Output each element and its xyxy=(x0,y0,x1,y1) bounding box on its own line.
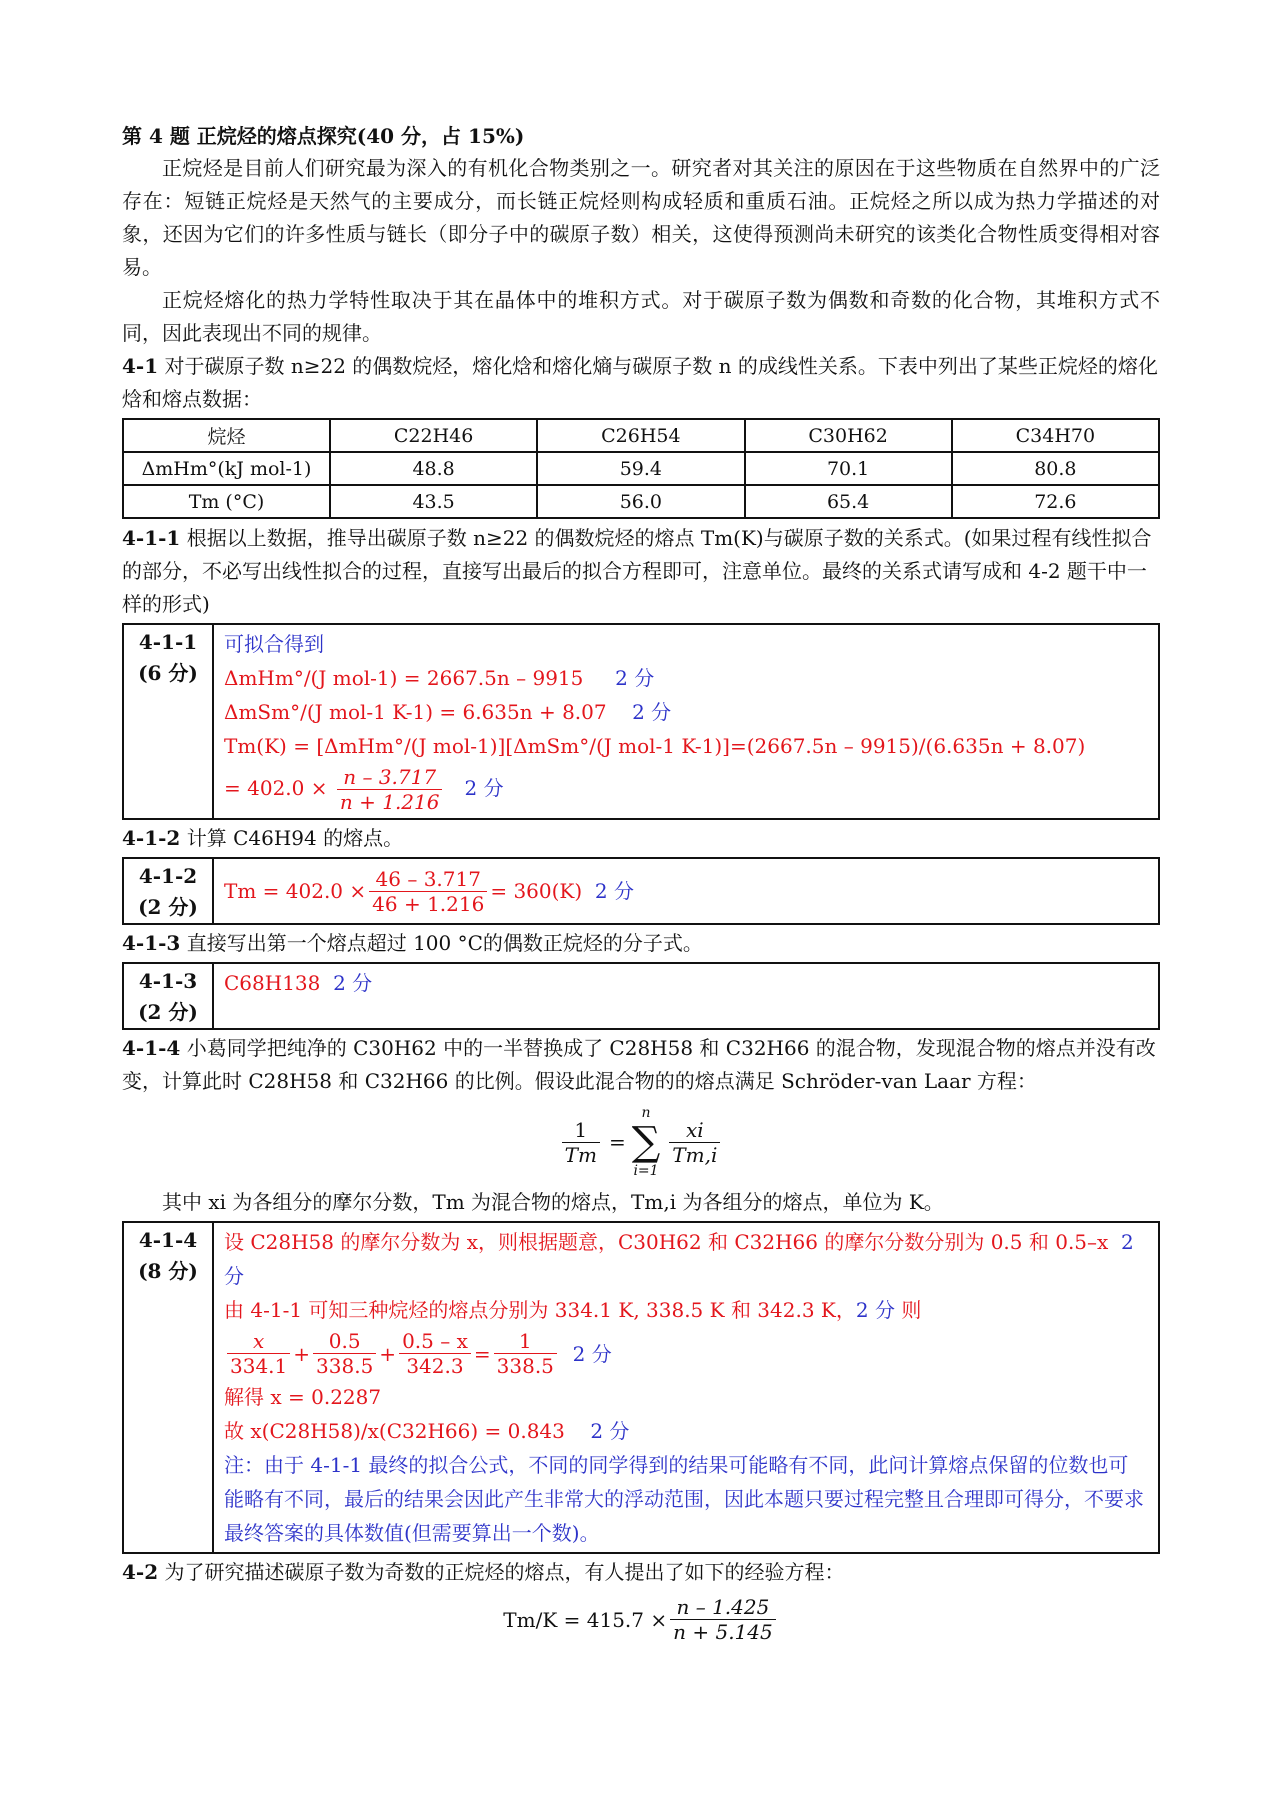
answer-line: 设 C28H58 的摩尔分数为 x，则根据题意，C30H62 和 C32H66 的摩尔分数分别为 0.5 和 0.5–x 2 分 xyxy=(224,1230,1134,1288)
answer-line: 由 4-1-1 可知三种烷烃的熔点分别为 334.1 K, 338.5 K 和 342.3 K，2 分 则 xyxy=(224,1298,922,1322)
table-row-enthalpy xyxy=(123,452,1159,485)
answer-label: 4-1-4 (8 分) xyxy=(124,1223,214,1552)
table-cell: 56.0 xyxy=(537,485,744,518)
table-cell: 48.8 xyxy=(330,452,537,485)
question-4-2: 4-2 为了研究描述碳原子数为奇数的正烷烃的熔点，有人提出了如下的经验方程： xyxy=(122,1560,845,1584)
answer-line: ΔmSm°/(J mol-1 K-1) = 6.635n + 8.07 2 分 xyxy=(224,700,672,724)
question-4-1-3: 4-1-3 直接写出第一个熔点超过 100 °C的偶数正烷烃的分子式。 xyxy=(122,931,703,955)
answer-box-4-1-1 xyxy=(122,623,1160,820)
answer-box-4-1-2: 4-1-2 (2 分) Tm = 402.0 × $\frac{46 - 3.717}{46 + 1.216}$ = 360(K) 2 分 xyxy=(122,857,1160,925)
problem-title: 第 4 题 正烷烃的熔点探究(40 分，占 15%) xyxy=(122,124,525,148)
answer-label: 4-1-2 (2 分) xyxy=(124,859,214,923)
table-cell: 59.4 xyxy=(537,452,744,485)
table-header-row xyxy=(123,419,1159,452)
answer-label: 4-1-1 (6 分) xyxy=(124,625,214,818)
sum-symbol: n ∑ i=1 xyxy=(631,1105,661,1179)
table-col-c22: C22H46 xyxy=(330,419,537,452)
table-row-melting-point xyxy=(123,485,1159,518)
row-label-melting-point: Tm (°C) xyxy=(123,485,330,518)
answer-line: 故 x(C28H58)/x(C32H66) = 0.843 2 分 xyxy=(224,1419,630,1443)
question-4-1-1: 4-1-1 根据以上数据，推导出碳原子数 n≥22 的偶数烷烃的熔点 Tm(K)与碳原子数的关系式。(如果过程有线性拟合的部分，不必写出线性拟合的过程，直接写出最后的拟合方程即可，注意单位。最终的关系式请写成和 4-2 题干中一样的形式) xyxy=(122,526,1152,616)
table-col-c34: C34H70 xyxy=(952,419,1159,452)
schroder-van-laar-equation: $\frac{1}{Tm}$ = n ∑ i=1 $\frac{xi}{Tm,i}$ xyxy=(122,1104,1160,1180)
table-cell: 70.1 xyxy=(745,452,952,485)
row-label-enthalpy: ΔmHm°(kJ mol-1) xyxy=(123,452,330,485)
question-4-1-2: 4-1-2 计算 C46H94 的熔点。 xyxy=(122,826,404,850)
answer-line: 解得 x = 0.2287 xyxy=(224,1385,382,1409)
grading-note: 注：由于 4-1-1 最终的拟合公式，不同的同学得到的结果可能略有不同，此问计算熔点保留的位数也可能略有不同，最后的结果会因此产生非常大的浮动范围，因此本题只要过程完整且合理即可得分，不要求最终答案的具体数值(但需要算出一个数)。 xyxy=(224,1453,1144,1545)
fraction: $\frac{n - 3.717}{n + 1.216}$ xyxy=(337,765,443,814)
answer-line: = 402.0 × $\frac{n - 3.717}{n + 1.216}$ 2 分 xyxy=(224,765,504,814)
fraction: $\frac{46 - 3.717}{46 + 1.216}$ xyxy=(369,867,487,916)
answer-line: $\frac{x}{334.1}$ + $\frac{0.5}{338.5}$ + $\frac{0.5 - x}{342.3}$ = $\frac{1}{338.5}$ 2 分 xyxy=(224,1327,1148,1380)
exam-page xyxy=(122,120,1160,1650)
data-table xyxy=(122,418,1160,519)
question-4-1-4: 4-1-4 小葛同学把纯净的 C30H62 中的一半替换成了 C28H58 和 C32H66 的混合物，发现混合物的熔点并没有改变，计算此时 C28H58 和 C32H66 的比例。假设此混合物的的熔点满足 Schröder-van Laar 方程： xyxy=(122,1036,1156,1093)
answer-box-4-1-4 xyxy=(122,1221,1160,1554)
table-col-c26: C26H54 xyxy=(537,419,744,452)
answer-line: ΔmHm°/(J mol-1) = 2667.5n – 9915 2 分 xyxy=(224,666,655,690)
question-4-1: 4-1 对于碳原子数 n≥22 的偶数烷烃，熔化焓和熔化熵与碳原子数 n 的成线性关系。下表中列出了某些正烷烃的熔化焓和熔点数据： xyxy=(122,354,1158,411)
intro-paragraph-1: 正烷烃是目前人们研究最为深入的有机化合物类别之一。研究者对其关注的原因在于这些物质在自然界中的广泛存在：短链正烷烃是天然气的主要成分，而长链正烷烃则构成轻质和重质石油。正烷烃之所以成为热力学描述的对象，还因为它们的许多性质与链长（即分子中的碳原子数）相关，这使得预测尚未研究的该类化合物性质变得相对容易。 xyxy=(122,156,1160,279)
table-cell: 43.5 xyxy=(330,485,537,518)
answer-box-4-1-3: 4-1-3 (2 分) C68H138 2 分 xyxy=(122,962,1160,1030)
table-cell: 80.8 xyxy=(952,452,1159,485)
table-cell: 65.4 xyxy=(745,485,952,518)
formula-answer: C68H138 xyxy=(224,971,321,995)
table-col-c30: C30H62 xyxy=(745,419,952,452)
answer-label: 4-1-3 (2 分) xyxy=(124,964,214,1028)
intro-paragraph-2: 正烷烃熔化的热力学特性取决于其在晶体中的堆积方式。对于碳原子数为偶数和奇数的化合物，其堆积方式不同，因此表现出不同的规律。 xyxy=(122,288,1160,345)
equation-explanation: 其中 xi 为各组分的摩尔分数，Tm 为混合物的熔点，Tm,i 为各组分的熔点，单位为 K。 xyxy=(162,1190,944,1214)
answer-line: Tm(K) = [ΔmHm°/(J mol-1)][ΔmSm°/(J mol-1 K-1)]=(2667.5n – 9915)/(6.635n + 8.07) xyxy=(224,734,1086,758)
table-header-cell: 烷烃 xyxy=(123,419,330,452)
empirical-equation: Tm/K = 415.7 × $\frac{n - 1.425}{n + 5.145}$ xyxy=(122,1595,1160,1644)
answer-line: 可拟合得到 xyxy=(224,632,324,656)
table-cell: 72.6 xyxy=(952,485,1159,518)
